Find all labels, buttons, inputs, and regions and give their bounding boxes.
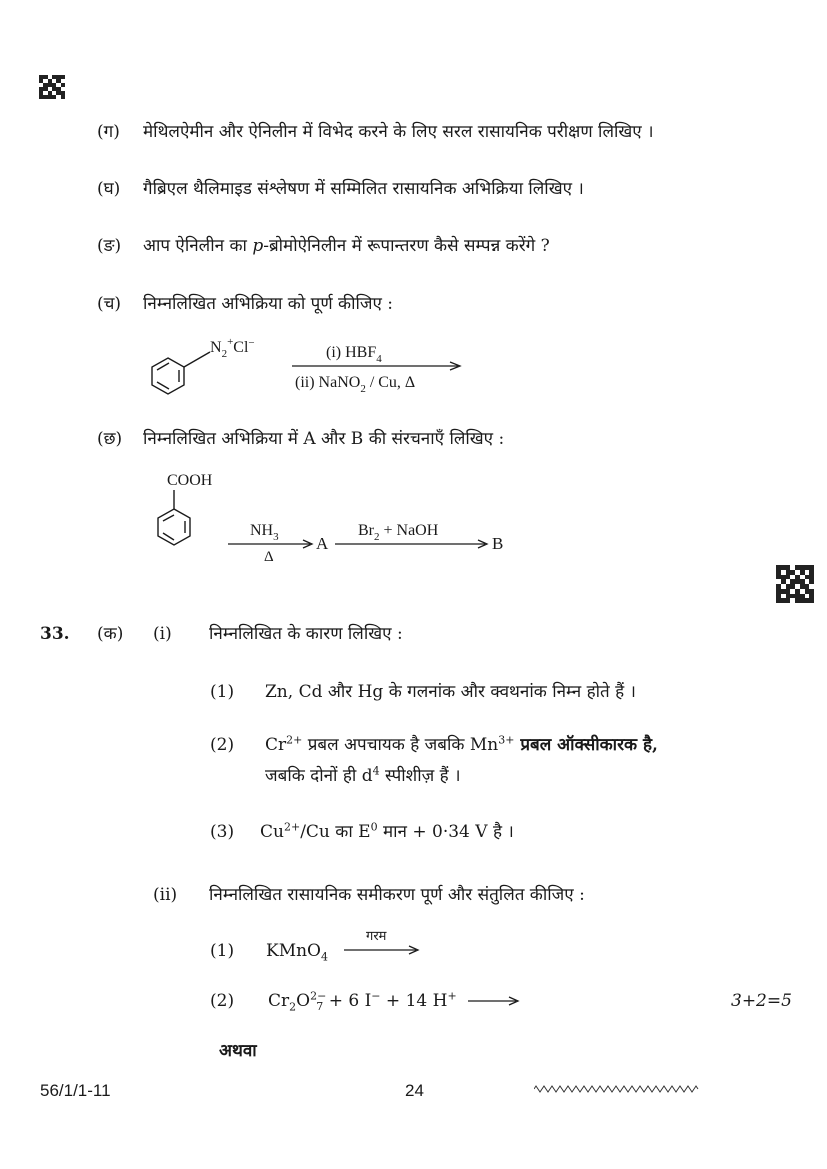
below-arrow-reagent: (ii) NaNO$_2$ / Cu, Δ (295, 374, 416, 395)
eq1-condition: गरम (366, 929, 387, 944)
point-1-text: Zn, Cd और Hg के गलनांक और क्वथनांक निम्न होते हैं । (265, 682, 637, 702)
item-nga-text: आप ऐनिलीन का p-ब्रोमोऐनिलीन में रूपान्तरण कैसे सम्पन्न करेंगे ? (143, 236, 550, 256)
sub-ii-text: निम्नलिखित रासायनिक समीकरण पूर्ण और संतुलित कीजिए : (209, 885, 585, 905)
wavy-line-decoration (534, 1084, 702, 1094)
point-3-label: (3) (210, 822, 235, 842)
marks: 3+2=5 (731, 991, 792, 1011)
item-nga-label: (ङ) (97, 236, 122, 256)
eq2-label: (2) (210, 991, 235, 1011)
item-gha-text: गैब्रिएल थैलिमाइड संश्लेषण में सम्मिलित रासायनिक अभिक्रिया लिखिए । (143, 179, 584, 199)
eq2-arrow-icon (468, 996, 520, 1006)
condition-heat: Δ (264, 549, 274, 565)
item-ga-text: मेथिलऐमीन और ऐनिलीन में विभेद करने के लिए सरल रासायनिक परीक्षण लिखिए । (143, 122, 654, 142)
diazonium-group: $N_2^+Cl^-$ (210, 336, 255, 360)
reagent-br2-naoh: $Br_2$ + NaOH (358, 522, 439, 543)
qr-code-top-left (39, 75, 65, 99)
above-arrow-reagent: (i) $HBF_4$ (326, 344, 382, 365)
cooh-group: COOH (167, 472, 213, 489)
point-2-line1: $Cr^{2+}$ प्रबल अपचायक है जबकि $Mn^{3+}$ प्रबल ऑक्सीकारक है, (265, 733, 658, 755)
sub-i-label: (i) (153, 624, 172, 644)
point-2-label: (2) (210, 735, 235, 755)
item-cha-text: निम्नलिखित अभिक्रिया को पूर्ण कीजिए : (143, 294, 394, 314)
item-cha-label: (च) (97, 294, 122, 314)
reaction-cha (140, 330, 480, 400)
footer-code: 56/1/1-11 (40, 1081, 111, 1100)
item-ga-label: (ग) (97, 122, 120, 142)
point-1-label: (1) (210, 682, 235, 702)
benzene-ring-icon (158, 490, 190, 545)
qr-code-right (776, 565, 814, 603)
eq1-label: (1) (210, 941, 235, 961)
page-number: 24 (405, 1081, 424, 1100)
point-2-line2: जबकि दोनों ही $d^4$ स्पीशीज़ हैं । (265, 764, 461, 786)
eq2-reactants: $Cr_2O^{2-}_7 + 6$ I− + 14 H+ (268, 989, 457, 1014)
benzene-ring-icon (152, 352, 210, 394)
reaction-chha (140, 465, 520, 565)
sub-ii-label: (ii) (153, 885, 178, 905)
question-number: 33. (40, 624, 70, 644)
item-chha-text: निम्नलिखित अभिक्रिया में A और B की संरचनाएँ लिखिए : (143, 429, 505, 449)
item-chha-label: (छ) (97, 429, 123, 449)
reagent-nh3: $NH_3$ (250, 522, 279, 543)
question-part-label: (क) (97, 624, 124, 644)
or-heading: अथवा (219, 1041, 257, 1061)
sub-i-text: निम्नलिखित के कारण लिखिए : (209, 624, 403, 644)
point-3-text: $Cu^{2+}/Cu$ का $E^0$ मान + 0·34 V है । (260, 820, 514, 842)
product-a: A (316, 534, 329, 553)
item-gha-label: (घ) (97, 179, 121, 199)
eq1-arrow-icon (344, 945, 420, 955)
product-b: B (492, 534, 504, 553)
eq1-reactant: KMnO$_4$ (266, 941, 328, 964)
